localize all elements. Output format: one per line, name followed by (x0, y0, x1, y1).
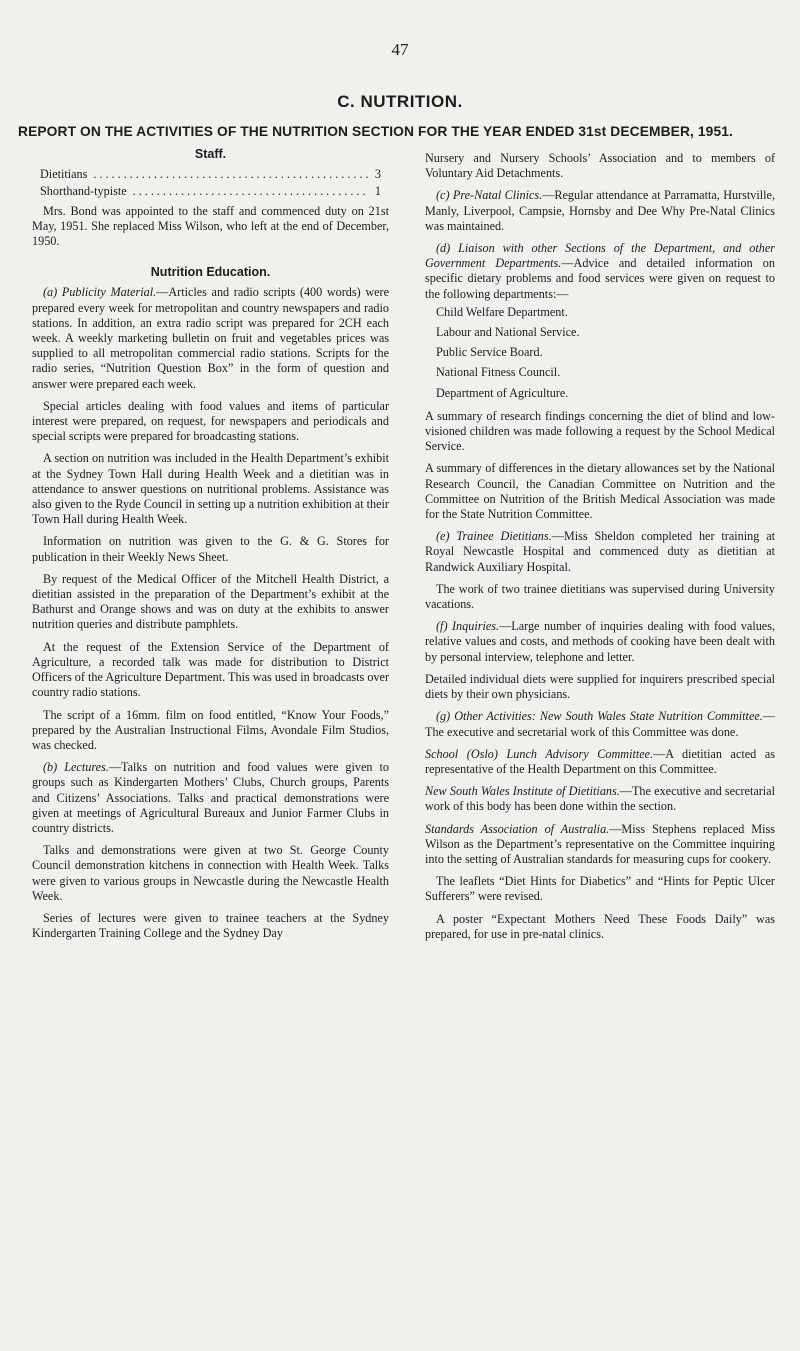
left-column (32, 147, 389, 948)
list-item: Labour and National Service. (436, 325, 580, 340)
paragraph (32, 760, 389, 836)
leader-dots (133, 184, 369, 199)
department-list (425, 305, 775, 401)
publicity-text: —Articles and radio scripts (400 words) were prepared every week for metropolitan and country newspapers and radio stations. In addition, an extra radio script was prepared for 2CH each week. A weekly marketing bulletin on fruit and vegetables prices was supplied to all metropolitan commercial radio stations. Scripts for the radio series, “Nutrition Question Box” in the form of question and answer were prepared each week. (32, 285, 389, 391)
paragraph (425, 784, 775, 814)
paragraph: The leaflets “Diet Hints for Diabetics” and “Hints for Peptic Ulcer Sufferers” were revised. (425, 874, 775, 904)
staff-heading: Staff. (194, 147, 227, 161)
paragraph: Information on nutrition was given to the G. & G. Stores for publication in their Weekly News Sheet. (32, 534, 389, 564)
paragraph: A section on nutrition was included in the Health Department’s exhibit at the Sydney Town Hall during Health Week and a dietitian was in attendance to answer questions on nutritional problems. Assistance was also given to the Ryde Council in setting up a nutrition exhibition at their Town Hall during Health Week. (32, 451, 389, 527)
trainee-text: —Miss Sheldon completed her training at Royal Newcastle Hospital and commenced duty as dietitian at Randwick Auxiliary Hospital. (425, 529, 775, 574)
other-activities-text: —The executive and secretarial work of this Committee was done. (425, 709, 775, 739)
paragraph (425, 529, 775, 575)
paragraph: By request of the Medical Officer of the Mitchell Health District, a dietitian assisted in the preparation of the Department’s exhibit at the Bathurst and Orange shows and was on duty at the exhibits to answer nutrition queries and distribute pamphlets. (32, 571, 389, 632)
page-number: 47 (391, 40, 409, 59)
paragraph: A summary of research findings concerning the diet of blind and low-visioned children was made following a request by the School Medical Service. (425, 408, 775, 454)
staff-note: Mrs. Bond was appointed to the staff and commenced duty on 21st May, 1951. She replaced Miss Wilson, who left at the end of December, 1950. (32, 203, 389, 249)
paragraph: At the request of the Extension Service of the Department of Agriculture, a recorded talk was made for distribution to District Officers of the Agriculture Department. This was used in broadcasts over country radio stations. (32, 639, 389, 700)
report-title: REPORT ON THE ACTIVITIES OF THE NUTRITION SECTION FOR THE YEAR ENDED 31st DECEMBER, 1951. (18, 124, 733, 139)
staff-count: 3 (374, 167, 381, 182)
paragraph (32, 285, 389, 391)
staff-label: Shorthand-typiste (40, 184, 127, 199)
list-item: Child Welfare Department. (436, 304, 568, 319)
prenatal-label: (c) Pre-Natal Clinics. (436, 188, 543, 203)
staff-row-dietitians (32, 167, 389, 182)
other-activities-label: (g) Other Activities: New South Wales State Nutrition Committee. (436, 709, 763, 724)
paragraph: A summary of differences in the dietary allowances set by the National Research Council, the Canadian Committee on Nutrition and the Committee on Nutrition of the British Medical Association was made for the State Nutrition Committee. (425, 461, 775, 522)
staff-row-typiste (32, 184, 389, 199)
lectures-text: —Talks on nutrition and food values were given to groups such as Kindergarten Mothers’ Clubs, Church groups, Parents and Citizens’ Associations. Talks and practical demonstrations were given at meetings of Agricultural Bureaux and Junior Farmer Clubs in country districts. (32, 760, 390, 835)
liaison-label: (d) Liaison with other Sections of the Department, and other Government Departments. (425, 241, 775, 271)
right-column (425, 151, 775, 949)
paragraph (425, 241, 775, 302)
paragraph: Special articles dealing with food values and items of particular interest were prepared, on request, for newspapers and periodicals and special scripts were prepared for broadcasting stations. (32, 398, 389, 444)
paragraph: A poster “Expectant Mothers Need These Foods Daily” was prepared, for use in pre-natal clinics. (425, 911, 775, 941)
list-item: Department of Agriculture. (436, 385, 569, 400)
nsw-institute-label: New South Wales Institute of Dietitians. (425, 784, 620, 799)
paragraph (425, 709, 775, 739)
oslo-label: School (Oslo) Lunch Advisory Committee. (425, 746, 654, 761)
staff-count: 1 (374, 184, 381, 199)
section-title: C. NUTRITION. (337, 92, 463, 111)
list-item: Public Service Board. (436, 345, 543, 360)
paragraph (425, 188, 775, 234)
paragraph: The script of a 16mm. film on food entitled, “Know Your Foods,” prepared by the Australian Instructional Films, Avondale Film Studios, was checked. (32, 707, 389, 752)
trainee-label: (e) Trainee Dietitians. (436, 529, 552, 544)
oslo-text: —A dietitian acted as representative of the Health Department on this Committee. (425, 746, 775, 776)
prenatal-text: —Regular attendance at Parramatta, Hurstville, Manly, Liverpool, Campsie, Hornsby and Dee Why Pre-Natal Clinics was maintained. (425, 188, 775, 233)
inquiries-label: (f) Inquiries. (436, 619, 500, 634)
publicity-label: (a) Publicity Material. (43, 285, 157, 300)
liaison-text: —Advice and detailed information on specific dietary problems and food services were given on request to the following departments:— (425, 256, 775, 301)
paragraph: Nursery and Nursery Schools’ Association and to members of Voluntary Aid Detachments. (425, 151, 775, 181)
nsw-institute-text: —The executive and secretarial work of this body has been done within the section. (425, 784, 775, 814)
paragraph: The work of two trainee dietitians was supervised during University vacations. (425, 581, 775, 612)
staff-label: Dietitians (40, 167, 88, 182)
leader-dots (93, 167, 369, 182)
paragraph: Series of lectures were given to trainee teachers at the Sydney Kindergarten Training College and the Sydney Day (32, 910, 389, 941)
list-item: National Fitness Council. (436, 365, 561, 380)
paragraph (425, 822, 775, 868)
standards-label: Standards Association of Australia. (425, 821, 610, 836)
paragraph: Detailed individual diets were supplied for inquirers prescribed special diets by their own physicians. (425, 671, 775, 702)
paragraph (425, 619, 775, 665)
inquiries-text: —Large number of inquiries dealing with food values, relative values and costs, and methods of cooking have been dealt with by personal interview, telephone and letter. (425, 619, 775, 664)
education-heading: Nutrition Education. (150, 265, 271, 280)
paragraph: Talks and demonstrations were given at two St. George County Council demonstration kitchens in connection with Health Week. Talks were given to various groups in Newcastle during the Newcastle Health Week. (32, 843, 389, 903)
lectures-label: (b) Lectures. (43, 760, 109, 775)
standards-text: —Miss Stephens replaced Miss Wilson as the Department’s representative on the Committee inquiring into the setting of Australian standards for measuring cups for cookery. (425, 821, 775, 866)
paragraph (425, 747, 775, 777)
